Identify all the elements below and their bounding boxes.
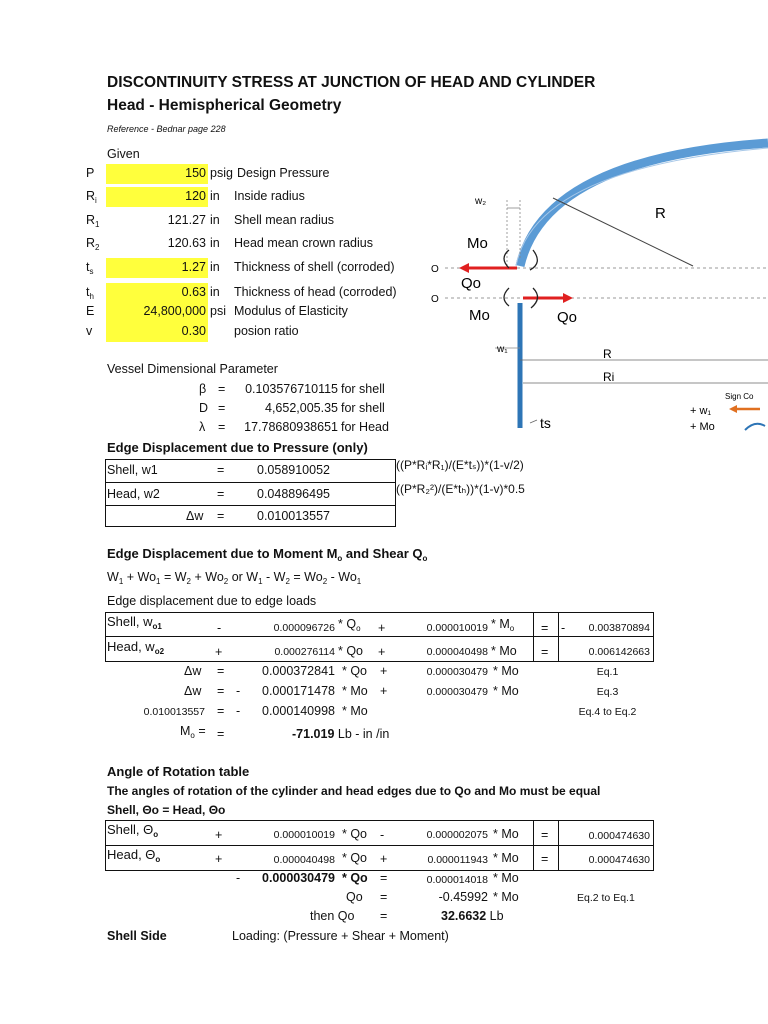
delta-w-symbol: Δw [184,664,202,678]
qo-bottom-label: Qo [557,309,578,326]
page-title: DISCONTINUITY STRESS AT JUNCTION OF HEAD AND CYLINDER [107,74,596,91]
R-label: R [655,205,666,222]
table-divider [105,636,653,637]
term-qo: * Qo [342,827,368,841]
lhs-value: 0.010013557 [143,706,205,718]
equation-ref: Eq.4 to Eq.2 [578,706,637,718]
param-symbol: λ [199,420,206,434]
param-value: 1.27 [181,260,206,274]
param-unit: psi [210,304,226,318]
coefficient: 0.000030479 [262,871,335,885]
page-subtitle: Head - Hemispherical Geometry [107,97,342,114]
w2-label: w₂ [475,196,487,207]
param-symbol: v [86,324,93,338]
param-description: Modulus of Elasticity [234,304,348,318]
qo-coefficient: -0.45992 [438,890,488,904]
param-description: for shell [341,401,385,415]
Ri-label: Ri [603,370,615,384]
term: * Mo [342,704,368,718]
sign-convention-label: Sign Co [725,392,754,401]
equation-ref: Eq.1 [596,666,619,678]
param-value: 121.27 [167,213,206,227]
term-qo: * Qo [342,871,368,885]
param-value: 120 [185,189,206,203]
coefficient: 0.000276114 [274,646,335,658]
param-unit: in [210,236,220,250]
term: * Qo [342,664,368,678]
sign: - [236,871,241,885]
row-label: Shell, w1 [107,463,158,477]
operator: + [215,645,223,659]
coefficient: 0.000140998 [262,704,335,718]
equals: = [217,487,225,501]
equals: = [541,645,549,659]
operator: - [217,621,222,635]
edge-pressure-heading: Edge Displacement due to Pressure (only) [107,440,368,455]
shell-wo1-label: Shell, $w_{o1}$ [107,614,162,631]
operator: + [378,645,386,659]
ts-label: ts [540,415,551,431]
param-value: 4,652,005.35 [265,401,338,415]
table-divider [105,505,395,506]
param-symbol: $R_1$ [86,213,100,229]
rotation-line: Shell, Θo = Head, Θo [107,803,226,817]
rotation-heading: Angle of Rotation table [107,764,250,779]
result: 0.003870894 [588,622,650,634]
param-description: Thickness of shell (corroded) [234,260,395,274]
param-value: 0.63 [181,285,206,299]
term-mo: * Mo [493,871,519,885]
param-description: Thickness of head (corroded) [234,285,397,299]
param-unit: psig [210,166,233,180]
coefficient: 0.000040498 [426,646,488,658]
coefficient: 0.000010019 [426,622,488,634]
delta-w-symbol: Δw [184,684,202,698]
then-qo-label: then Qo [310,909,355,923]
operator: + [380,664,388,678]
R-lower-label: R [603,347,612,361]
qo-result: 32.6632 Lb [441,909,504,923]
equals: = [380,890,388,904]
term-qo: * Qo [338,644,364,658]
operator: + [380,852,388,866]
qo-top-label: Qo [461,275,482,292]
equals: = [380,909,388,923]
equals: = [217,509,225,523]
row-label: Δw [186,509,204,523]
plus-w1-label: + w₁ [690,405,712,417]
mo-value: -71.019 Lb - in /in [292,727,390,741]
equals: = [217,727,225,741]
param-description: Shell mean radius [234,213,335,227]
table-divider [105,845,653,846]
coefficient: 0.000030479 [426,666,488,678]
table-divider [105,482,395,483]
operator: + [215,828,223,842]
term-qo: * $Q_o$ [338,617,361,633]
equals: = [217,463,225,477]
equals: = [541,621,549,635]
term-mo: * Mo [493,890,519,904]
formula: ((P*Rᵢ*R₁)/(E*tₛ))*(1-v/2) [396,458,524,472]
qo-label: Qo [346,890,363,904]
coefficient: 0.000014018 [426,874,488,886]
param-symbol: $t_s$ [86,260,94,276]
junction-diagram [425,138,768,438]
operator: + [380,684,388,698]
sign: - [561,621,566,635]
row-value: 0.058910052 [257,463,330,477]
table-divider [558,820,559,870]
term-mo: * Mo [493,851,519,865]
operator: - [380,828,385,842]
mo-top-label: Mo [467,235,488,252]
reference-note: Reference - Bednar page 228 [107,124,226,134]
shell-side-loading: Loading: (Pressure + Shear + Moment) [232,929,449,943]
coefficient: 0.000030479 [426,686,488,698]
row-label: Head, w2 [107,487,160,501]
param-description: for Head [341,420,389,434]
equals: = [218,401,226,415]
table-divider [558,612,559,661]
equation-ref: Eq.3 [596,686,619,698]
coefficient: 0.000002075 [426,829,488,841]
param-symbol: E [86,304,95,318]
param-value: 0.30 [181,324,206,338]
term: * Mo [493,664,519,678]
param-unit: in [210,260,220,274]
coefficient: 0.000040498 [273,854,335,866]
param-description: Head mean crown radius [234,236,373,250]
edge-moment-equation: $W_1 + Wo_1 = W_2 + Wo_2$ or $W_1 - W_2 = Wo_2 - Wo_1$ [107,570,362,586]
coefficient: 0.000171478 [262,684,335,698]
param-symbol: $R_i$ [86,189,97,205]
row-value: 0.010013557 [257,509,330,523]
param-description: posion ratio [234,324,299,338]
term-mo: * $M_o$ [491,617,515,633]
term-qo: * Qo [342,851,368,865]
sign: - [236,684,241,698]
param-description: Design Pressure [237,166,330,180]
param-unit: in [210,285,220,299]
param-value: 150 [185,166,206,180]
equals: = [541,852,549,866]
coefficient: 0.000372841 [262,664,335,678]
param-value: 17.78680938651 [244,420,338,434]
formula: ((P*R₂²)/(E*tₕ))*(1-v)*0.5 [396,482,525,496]
o-label-bottom: O [431,294,439,305]
o-label-top: O [431,264,439,275]
term-mo: * Mo [491,644,517,658]
param-symbol: $t_h$ [86,285,94,301]
result: 0.000474630 [588,830,650,842]
param-description: Inside radius [234,189,305,203]
shell-theta-label: Shell, $\Theta_o$ [107,822,159,839]
head-wo2-label: Head, $w_{o2}$ [107,639,165,656]
head-theta-label: Head, $\Theta_o$ [107,847,161,864]
edge-loads-subheading: Edge displacement due to edge loads [107,594,317,608]
given-label: Given [107,147,140,161]
mo-label: $M_o$ = [180,724,206,740]
param-unit: in [210,213,220,227]
coefficient: 0.000096726 [273,622,335,634]
equals: = [541,828,549,842]
equals: = [217,684,225,698]
coefficient: 0.000010019 [273,829,335,841]
equals: = [218,382,226,396]
operator: + [378,621,386,635]
table-divider [533,612,534,661]
plus-mo-label: + Mo [690,421,715,433]
result: 0.000474630 [588,854,650,866]
param-value: 24,800,000 [143,304,206,318]
param-symbol: D [199,401,209,415]
param-symbol: β [199,382,207,396]
term: * Mo [342,684,368,698]
equation-ref: Eq.2 to Eq.1 [577,892,635,904]
param-symbol: $R_2$ [86,236,100,252]
param-description: for shell [341,382,385,396]
result: 0.006142663 [588,646,650,658]
edge-moment-heading: Edge Displacement due to Moment $M_o$ and Shear $Q_o$ [107,546,428,563]
sign: - [236,704,241,718]
mo-bottom-label: Mo [469,307,490,324]
param-value: 120.63 [167,236,206,250]
param-unit: in [210,189,220,203]
shell-side-label: Shell Side [107,929,167,943]
operator: + [215,852,223,866]
param-symbol: P [86,166,95,180]
term-mo: * Mo [493,827,519,841]
param-value: 0.103576710115 [245,382,338,396]
equals: = [217,664,225,678]
rotation-desc: The angles of rotation of the cylinder and head edges due to Qo and Mo must be equal [107,784,601,798]
vessel-param-label: Vessel Dimensional Parameter [107,362,278,376]
equals: = [218,420,226,434]
equals: = [380,871,388,885]
equals: = [217,704,225,718]
table-divider [533,820,534,870]
row-value: 0.048896495 [257,487,330,501]
coefficient: 0.000011943 [427,854,488,866]
term: * Mo [493,684,519,698]
w1-label: w₁ [497,344,508,355]
